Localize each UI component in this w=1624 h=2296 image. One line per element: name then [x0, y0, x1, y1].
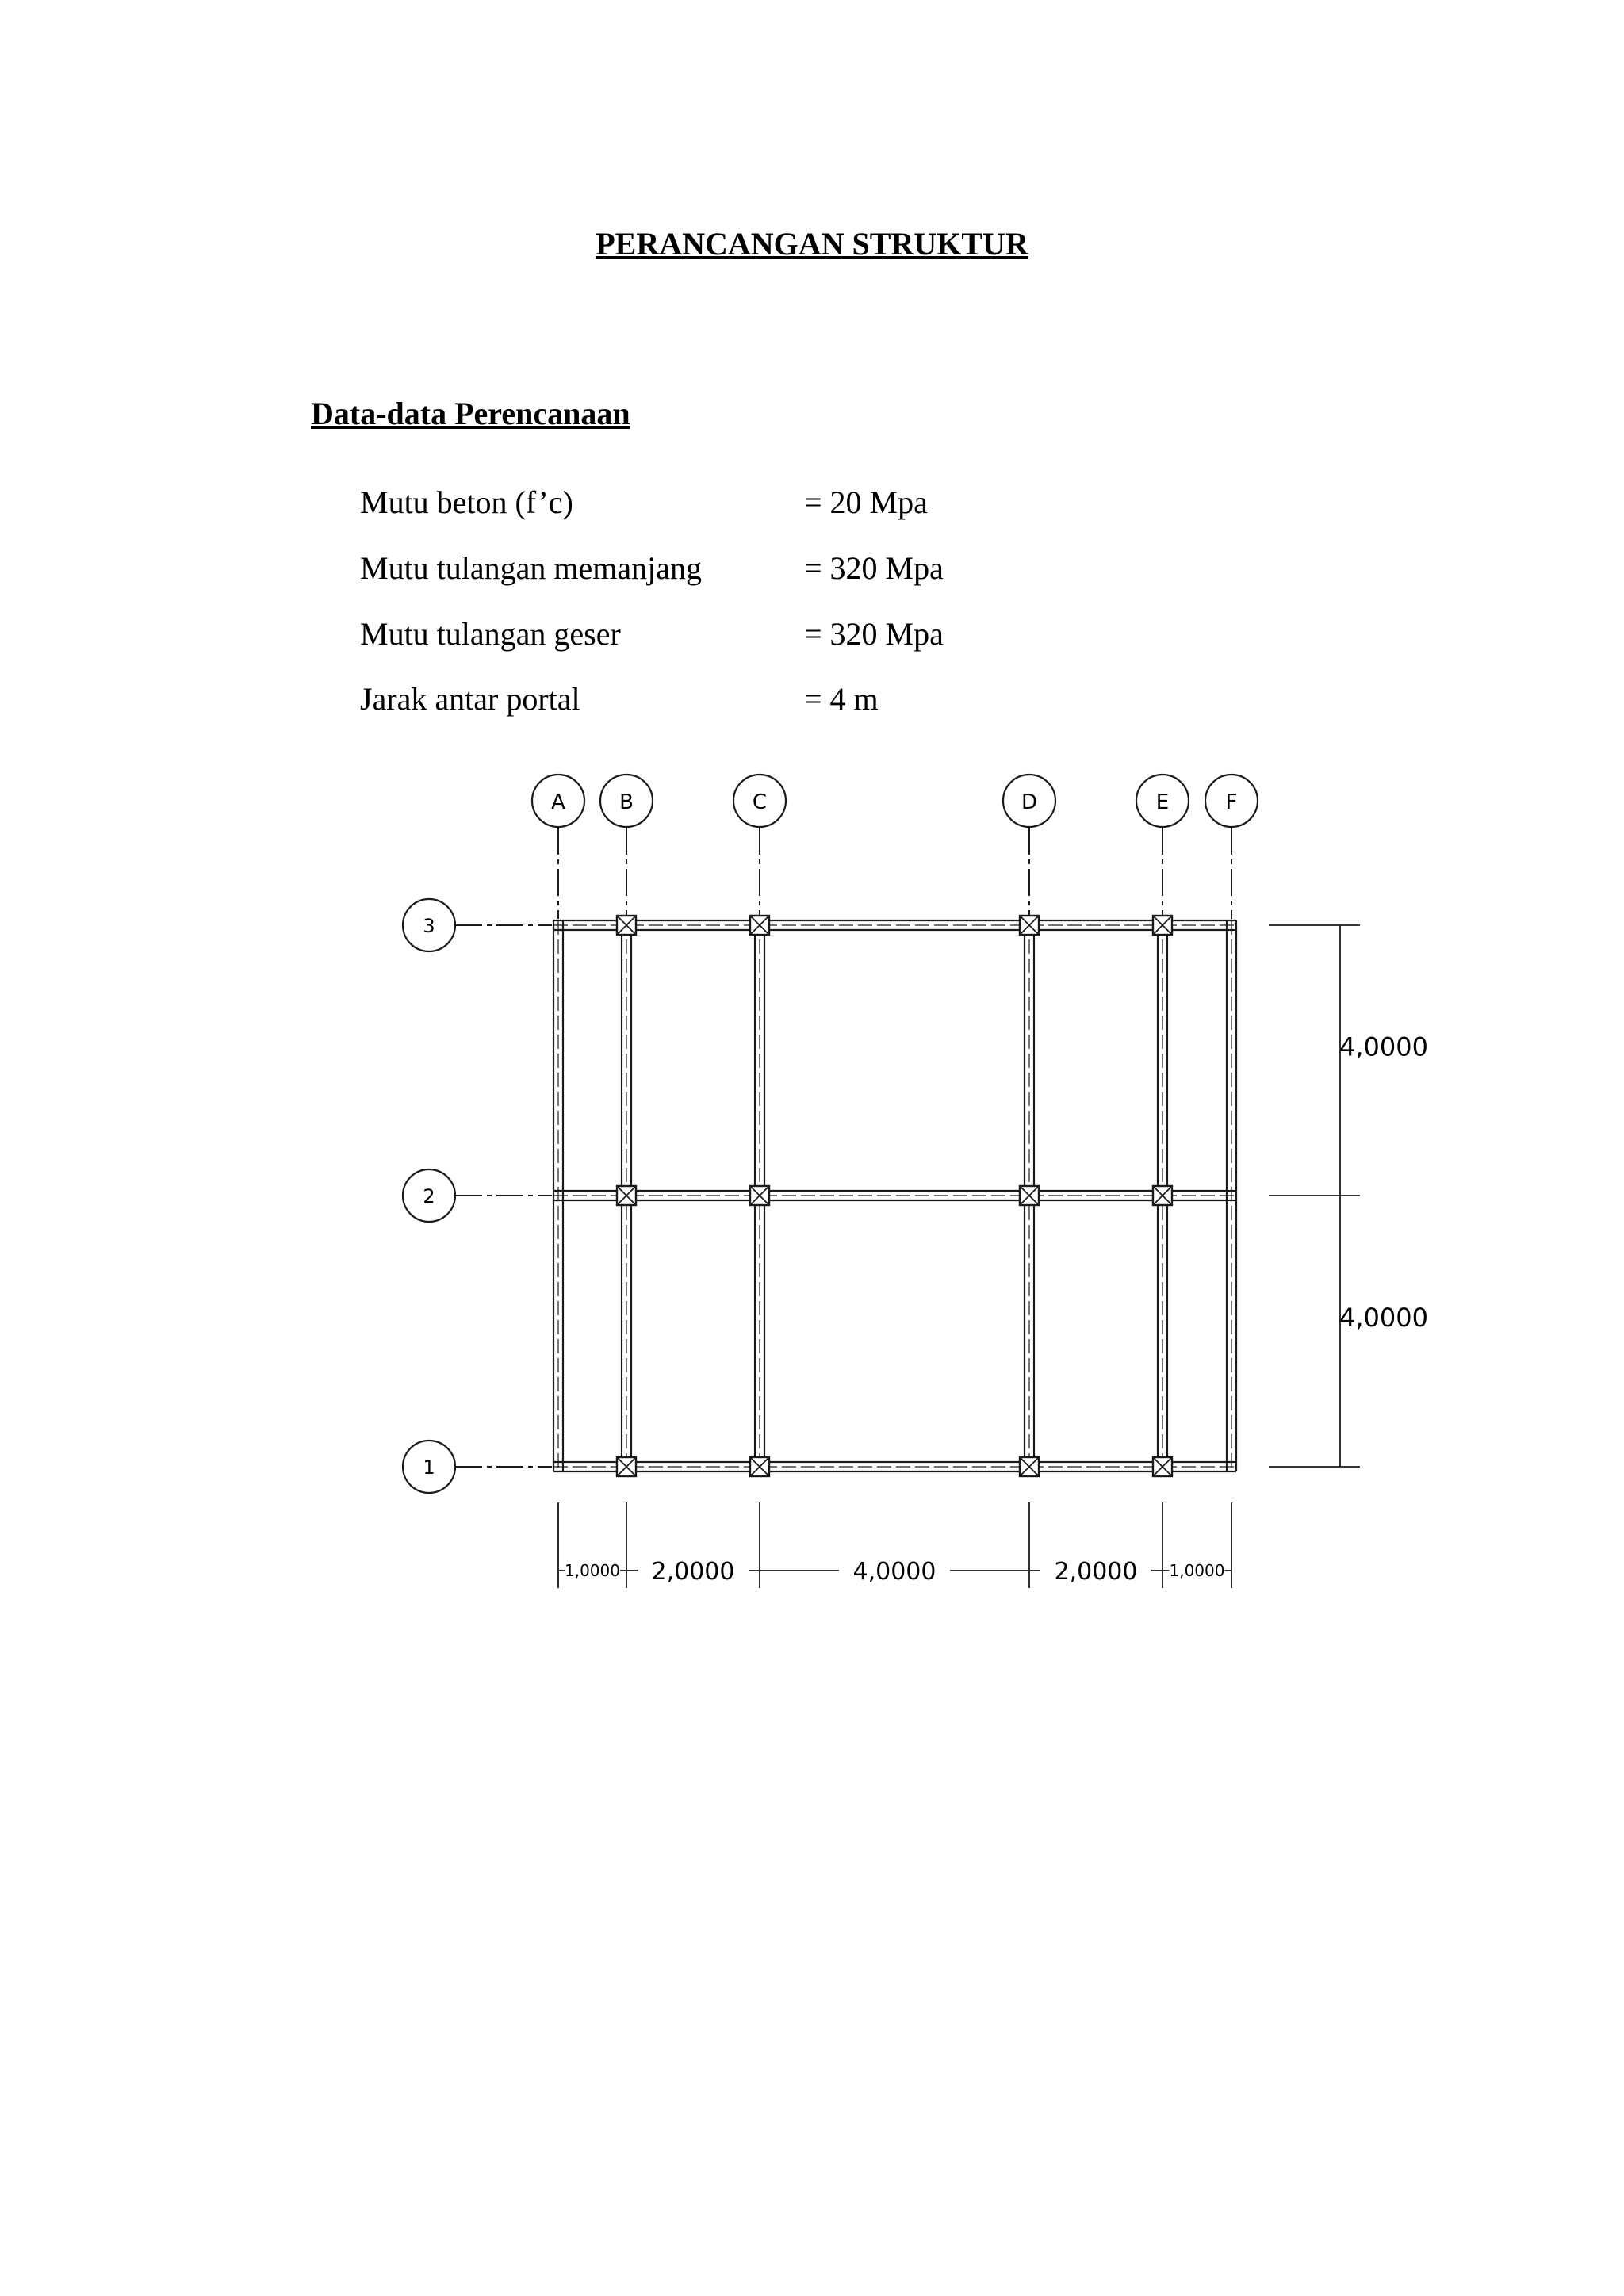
grid-bubble-label: D [1021, 790, 1038, 814]
grid-bubble-column [1003, 775, 1055, 827]
column-symbol [750, 916, 769, 935]
column-symbol [1020, 916, 1039, 935]
column-symbol [1153, 916, 1172, 935]
page-title: PERANCANGAN STRUKTUR [596, 226, 1028, 262]
design-data-value: = 320 Mpa [804, 550, 944, 586]
column-symbol [1020, 1186, 1039, 1205]
grid-bubble-label: E [1155, 790, 1170, 814]
column-symbol [617, 1186, 636, 1205]
design-data-label: Mutu beton (f’c) [360, 484, 573, 520]
dimension-label: 1,0000 [565, 1561, 620, 1581]
column-symbol [1153, 1457, 1172, 1476]
grid-bubble-label: A [551, 790, 565, 814]
dimension-label: 2,0000 [1054, 1557, 1138, 1586]
grid-bubble-label: 3 [423, 915, 435, 937]
dimension-label: 2,0000 [651, 1557, 735, 1586]
column-symbol [1153, 1186, 1172, 1205]
grid-bubble-row [403, 1169, 455, 1222]
design-data-label: Mutu tulangan memanjang [360, 550, 703, 586]
dimension-label: 1,0000 [1169, 1561, 1225, 1581]
column-symbol [750, 1186, 769, 1205]
grid-bubble-row [403, 899, 455, 951]
grid-bubble-label: C [752, 790, 768, 814]
design-data-value: = 20 Mpa [804, 484, 928, 520]
design-data-value: = 4 m [804, 681, 879, 717]
column-symbol [617, 1457, 636, 1476]
grid-bubble-column [733, 775, 786, 827]
grid-bubble-column [1205, 775, 1258, 827]
grid-bubble-label: 2 [423, 1185, 435, 1207]
grid-bubble-column [1136, 775, 1189, 827]
dimension-label: 4,0000 [852, 1557, 936, 1586]
grid-bubble-label: B [619, 790, 634, 814]
design-data-label: Jarak antar portal [360, 681, 580, 717]
column-symbol [617, 916, 636, 935]
design-data-label: Mutu tulangan geser [360, 616, 621, 652]
grid-bubble-label: 1 [423, 1456, 435, 1479]
dimension-label: 4,0000 [1339, 1303, 1428, 1333]
column-symbol [1020, 1457, 1039, 1476]
grid-bubble-column [532, 775, 584, 827]
column-symbol [750, 1457, 769, 1476]
grid-bubble-column [600, 775, 653, 827]
grid-bubble-label: F [1225, 790, 1238, 814]
dimension-label: 4,0000 [1339, 1031, 1428, 1062]
design-data-value: = 320 Mpa [804, 616, 944, 652]
grid-bubble-row [403, 1441, 455, 1493]
section-heading: Data-data Perencanaan [311, 396, 630, 431]
